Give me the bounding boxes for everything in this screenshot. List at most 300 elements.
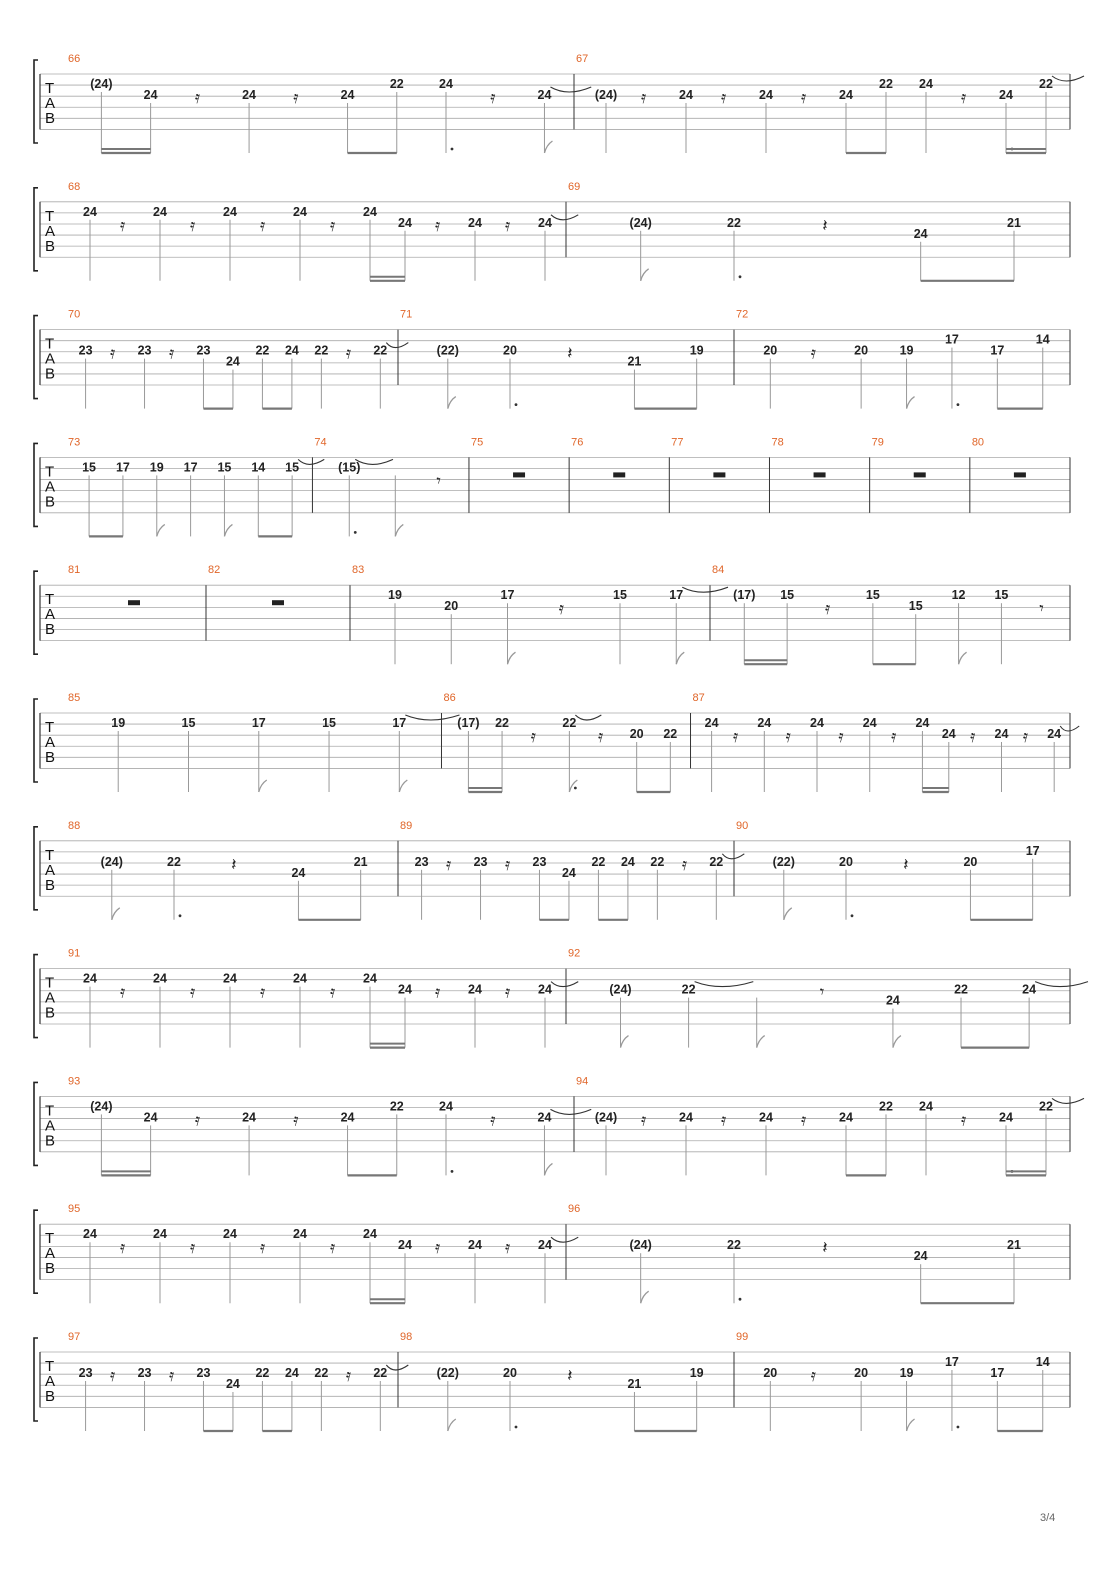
tie-arc	[1035, 982, 1088, 987]
whole-rest	[1014, 472, 1026, 477]
tab-clef-letter: T	[45, 80, 55, 97]
measure-number: 82	[208, 564, 221, 577]
rest-symbol: 𝄿	[801, 88, 807, 108]
system-bracket	[34, 316, 38, 399]
fret-number: 22	[389, 1099, 404, 1114]
fret-number: (24)	[594, 88, 618, 102]
fret-number: 24	[759, 88, 773, 102]
rest-symbol: 𝄿	[641, 1110, 647, 1131]
measure-number: 81	[68, 564, 81, 577]
fret-number: 23	[137, 343, 152, 358]
fret-number: 17	[944, 332, 959, 347]
note-flag	[569, 780, 577, 792]
fret-number: 15	[780, 588, 795, 603]
rest-symbol: 𝄾	[819, 982, 825, 1003]
tab-clef-letter: B	[45, 493, 56, 511]
note-flag	[641, 269, 649, 281]
measure	[398, 309, 704, 409]
fret-number: 24	[223, 1227, 237, 1242]
fret-number: 22	[314, 343, 329, 358]
measure-number: 89	[400, 819, 413, 832]
fret-number: 24	[839, 88, 853, 102]
fret-number: 24	[439, 1099, 453, 1114]
fret-number: 20	[629, 727, 644, 741]
fret-number: 24	[759, 1110, 773, 1125]
measure-number: 73	[68, 436, 81, 449]
fret-number: 24	[913, 1249, 928, 1264]
fret-number: 17	[990, 1366, 1005, 1380]
dot	[451, 148, 454, 151]
measure	[68, 564, 140, 605]
rest-symbol: 𝄿	[721, 88, 727, 108]
tab-system	[34, 564, 1070, 664]
rest-symbol: 𝄽	[231, 854, 237, 875]
rest-symbol: 𝄿	[260, 982, 266, 1003]
fret-number: 19	[689, 343, 704, 358]
measure	[398, 1331, 704, 1431]
fret-number: 24	[340, 1110, 355, 1125]
fret-number: 24	[225, 354, 240, 369]
fret-number: 22	[879, 1099, 893, 1114]
fret-number: 24	[839, 1110, 853, 1125]
measure-number: 70	[68, 308, 81, 321]
fret-number: 23	[196, 1366, 211, 1380]
dot	[851, 914, 854, 917]
note-flag	[508, 652, 516, 664]
fret-number: 24	[468, 982, 482, 997]
note-flag	[907, 1419, 915, 1431]
measure-number: 67	[576, 53, 589, 65]
fret-number: 22	[373, 343, 388, 358]
fret-number: 24	[225, 1377, 240, 1391]
rest-symbol: 𝄿	[598, 727, 604, 747]
tab-clef-letter: B	[45, 621, 56, 639]
rest-symbol: 𝄿	[785, 727, 791, 747]
fret-number: 21	[1007, 215, 1021, 230]
fret-number: 24	[1022, 982, 1037, 997]
fret-number: 24	[1047, 727, 1062, 741]
fret-number: 24	[757, 716, 772, 730]
tab-clef-letter: T	[45, 1102, 55, 1120]
measure	[566, 948, 1088, 1048]
rest-symbol: 𝄿	[505, 982, 511, 1003]
measure	[734, 1331, 1050, 1431]
fret-number: 24	[941, 727, 956, 741]
system-bracket	[34, 1210, 38, 1293]
rest-symbol: 𝄾	[436, 471, 441, 492]
rest-symbol: 𝄽	[822, 1238, 828, 1259]
measure	[441, 692, 677, 792]
tab-clef-letter: B	[45, 1388, 56, 1405]
fret-number: 23	[414, 854, 429, 869]
fret-number: 19	[388, 588, 402, 603]
rest-symbol: 𝄿	[169, 1366, 175, 1386]
measure	[68, 692, 459, 792]
tie-arc	[551, 215, 578, 220]
measure	[710, 564, 1044, 664]
tab-clef-letter: A	[45, 861, 56, 879]
measure-number: 88	[68, 819, 81, 832]
tab-clef-letter: B	[45, 365, 56, 383]
tab-system	[34, 1331, 1070, 1431]
fret-number: 24	[153, 971, 167, 986]
tie-arc	[550, 1109, 591, 1114]
tab-clef-letter: B	[45, 1004, 56, 1022]
fret-number: (24)	[629, 215, 652, 230]
fret-number: 20	[763, 343, 778, 358]
fret-number: 12	[951, 588, 966, 603]
fret-number: 14	[251, 460, 266, 475]
fret-number: 17	[183, 460, 198, 475]
tie-arc	[550, 87, 591, 92]
rest-symbol: 𝄿	[345, 1366, 352, 1386]
rest-symbol: 𝄿	[891, 727, 897, 747]
tab-system	[34, 436, 1070, 536]
tab-clef-letter: T	[45, 719, 55, 736]
fret-number: 19	[689, 1366, 704, 1380]
fret-number: 24	[468, 1238, 482, 1253]
fret-number: 24	[468, 215, 482, 230]
system-bracket	[34, 1082, 38, 1165]
fret-number: 23	[532, 854, 547, 869]
tie-arc	[405, 715, 459, 720]
note-flag	[544, 141, 552, 153]
fret-number: 22	[314, 1366, 329, 1380]
fret-number: 23	[196, 343, 211, 358]
tab-clef-letter: A	[45, 734, 56, 751]
fret-number: 24	[999, 88, 1013, 102]
measure-number: 95	[68, 1203, 81, 1216]
rest-symbol: 𝄿	[194, 88, 201, 108]
tab-system	[34, 53, 1084, 153]
fret-number: (24)	[90, 77, 113, 91]
tab-clef-letter: A	[45, 989, 56, 1007]
rest-symbol: 𝄿	[801, 1110, 807, 1131]
tab-clef-letter: T	[45, 207, 55, 225]
measure	[574, 53, 1084, 153]
measure	[68, 1331, 408, 1431]
rest-symbol: 𝄽	[903, 854, 909, 875]
tie-arc	[386, 343, 408, 348]
rest-symbol: 𝄿	[120, 215, 126, 236]
fret-number: 24	[153, 1227, 167, 1242]
fret-number: 19	[899, 1366, 914, 1380]
tab-clef-letter: B	[45, 110, 56, 127]
note-flag	[641, 1291, 649, 1303]
measure-number: 93	[68, 1075, 81, 1088]
fret-number: 22	[709, 854, 724, 869]
whole-rest	[513, 472, 525, 477]
system-bracket	[34, 827, 38, 910]
rest-symbol: 𝄿	[1022, 727, 1029, 747]
system-bracket	[34, 188, 38, 271]
fret-number: 17	[500, 588, 515, 603]
fret-number: 15	[217, 460, 232, 475]
whole-rest	[713, 472, 725, 477]
whole-rest	[128, 600, 140, 605]
measure-number: 66	[68, 53, 81, 65]
fret-number: 24	[538, 982, 552, 997]
fret-number: 24	[340, 88, 355, 102]
tab-clef-letter: A	[45, 1373, 56, 1390]
rest-symbol: 𝄿	[838, 727, 844, 747]
measure-number: 86	[443, 692, 456, 704]
dot	[354, 531, 357, 534]
tab-clef-letter: T	[45, 463, 55, 481]
fret-number: 17	[392, 716, 407, 730]
fret-number: (22)	[436, 343, 459, 358]
rest-symbol: 𝄽	[567, 1366, 573, 1386]
fret-number: 24	[538, 215, 552, 230]
rest-symbol: 𝄿	[732, 727, 739, 747]
tab-system	[34, 309, 1070, 409]
measure-number: 94	[576, 1075, 589, 1088]
tab-clef-letter: T	[45, 335, 55, 353]
tie-arc	[722, 854, 744, 859]
measure	[566, 1203, 1021, 1303]
rest-symbol: 𝄿	[435, 1238, 441, 1259]
measure-number: 80	[971, 436, 985, 449]
fret-number: 23	[78, 343, 93, 358]
tie-arc	[1052, 1098, 1084, 1103]
measure-number: 84	[712, 564, 725, 577]
rest-symbol: 𝄿	[345, 343, 352, 364]
tab-clef-letter: T	[45, 1358, 55, 1375]
fret-number: 15	[285, 460, 300, 475]
dot	[957, 403, 960, 406]
fret-number: 23	[137, 1366, 152, 1380]
measure	[398, 820, 744, 920]
fret-number: 22	[167, 854, 181, 869]
rest-symbol: 𝄿	[120, 982, 126, 1003]
dot	[451, 1170, 454, 1173]
measure-number: 90	[736, 819, 749, 832]
tab-clef-letter: A	[45, 222, 56, 240]
fret-number: 24	[439, 77, 453, 91]
fret-number: 21	[1007, 1238, 1021, 1253]
fret-number: 24	[913, 226, 928, 241]
rest-symbol: 𝄿	[190, 215, 196, 236]
rest-symbol: 𝄿	[190, 1238, 196, 1259]
measure-number: 92	[568, 947, 581, 960]
fret-number: 15	[322, 716, 336, 730]
note-flag	[259, 780, 267, 792]
measure	[68, 436, 327, 536]
measure	[350, 564, 728, 664]
rest-symbol: 𝄿	[330, 215, 336, 236]
rest-symbol: 𝄿	[330, 1238, 336, 1259]
fret-number: 24	[242, 88, 257, 102]
rest-symbol: 𝄿	[190, 982, 196, 1003]
measure	[68, 309, 408, 409]
fret-number: 17	[251, 716, 266, 730]
tab-clef-letter: A	[45, 606, 56, 624]
rest-symbol: 𝄿	[446, 854, 452, 875]
fret-number: 17	[669, 588, 684, 603]
fret-number: (22)	[772, 854, 795, 869]
rest-symbol: 𝄿	[435, 215, 441, 236]
tab-clef-letter: A	[45, 95, 56, 112]
rest-symbol: 𝄿	[120, 1238, 126, 1259]
tie-arc	[1052, 76, 1084, 81]
fret-number: 24	[620, 854, 635, 869]
tab-clef-letter: A	[45, 350, 56, 368]
tab-clef-letter: T	[45, 591, 55, 609]
note-flag	[112, 908, 120, 920]
note-flag	[893, 1036, 901, 1048]
fret-number: 22	[663, 727, 678, 741]
measure-number: 69	[568, 180, 581, 193]
measure	[68, 180, 581, 281]
tab-system	[34, 1075, 1084, 1175]
rest-symbol: 𝄿	[110, 1366, 116, 1386]
measure-number: 99	[736, 1331, 749, 1343]
fret-number: 24	[83, 1227, 97, 1242]
fret-number: 24	[143, 88, 158, 102]
measure-number: 79	[871, 436, 884, 449]
measure	[691, 692, 1080, 792]
fret-number: 24	[223, 204, 237, 219]
measure-number: 91	[68, 947, 81, 960]
rest-symbol: 𝄽	[567, 343, 573, 364]
rest-symbol: 𝄿	[490, 88, 496, 108]
fret-number: 22	[681, 982, 696, 997]
note-flag	[448, 1419, 456, 1431]
measure	[68, 947, 581, 1048]
fret-number: 24	[284, 1366, 299, 1380]
system-bracket	[34, 571, 38, 654]
tab-clef-letter: B	[45, 1132, 56, 1150]
measure	[574, 1075, 1084, 1175]
note-flag	[395, 524, 403, 536]
fret-number: 20	[444, 599, 459, 614]
fret-number: 20	[963, 854, 978, 869]
fret-number: 24	[538, 1238, 552, 1253]
fret-number: 24	[919, 77, 933, 91]
fret-number: 22	[495, 716, 510, 730]
fret-number: 24	[885, 993, 900, 1008]
measure	[312, 436, 440, 536]
tab-clef-letter: A	[45, 1117, 56, 1135]
fret-number: 20	[839, 854, 853, 869]
fret-number: 24	[398, 215, 412, 230]
fret-number: 22	[255, 1366, 270, 1380]
rest-symbol: 𝄿	[810, 343, 816, 364]
fret-number: (17)	[733, 588, 756, 603]
rest-symbol: 𝄿	[810, 1366, 816, 1386]
fret-number: 20	[503, 1366, 517, 1380]
fret-number: 24	[363, 1227, 377, 1242]
measure-number: 75	[470, 436, 484, 449]
fret-number: 22	[1039, 1099, 1053, 1114]
note-flag	[157, 524, 165, 536]
fret-number: 17	[990, 343, 1005, 358]
fret-number: 15	[908, 599, 923, 614]
rest-symbol: 𝄾	[1039, 599, 1044, 620]
fret-number: 24	[679, 88, 693, 102]
rest-symbol: 𝄿	[825, 599, 831, 620]
fret-number: 17	[944, 1355, 959, 1369]
fret-number: 24	[537, 1110, 552, 1125]
rest-symbol: 𝄿	[293, 88, 299, 108]
measure	[566, 181, 1021, 281]
tab-clef-letter: B	[45, 749, 56, 766]
fret-number: 15	[181, 716, 196, 730]
tab-clef-letter: B	[45, 237, 56, 255]
fret-number: 15	[82, 460, 97, 475]
rest-symbol: 𝄿	[558, 599, 564, 620]
rest-symbol: 𝄿	[970, 727, 976, 747]
page-number: 3/4	[1040, 1512, 1056, 1524]
measure	[734, 309, 1050, 409]
note-flag	[959, 652, 967, 664]
fret-number: 24	[999, 1110, 1013, 1125]
measure	[734, 820, 1040, 920]
fret-number: 24	[994, 727, 1009, 741]
fret-number: 17	[1025, 843, 1040, 858]
measure	[68, 53, 591, 153]
rest-symbol: 𝄿	[721, 1110, 727, 1131]
fret-number: 19	[899, 343, 914, 358]
fret-number: 24	[679, 1110, 693, 1125]
fret-number: (24)	[609, 982, 632, 997]
fret-number: 24	[223, 971, 237, 986]
fret-number: 24	[293, 204, 307, 219]
fret-number: 19	[111, 716, 126, 730]
fret-number: 22	[954, 982, 968, 997]
fret-number: 24	[862, 716, 877, 730]
fret-number: 15	[613, 588, 627, 603]
fret-number: (24)	[90, 1099, 113, 1114]
measure	[68, 1203, 581, 1303]
note-flag	[620, 1036, 628, 1048]
fret-number: 14	[1035, 1355, 1050, 1369]
rest-symbol: 𝄿	[530, 727, 536, 747]
rest-symbol: 𝄿	[293, 1110, 299, 1131]
fret-number: 24	[561, 865, 576, 880]
measure-number: 78	[771, 436, 784, 449]
fret-number: 24	[291, 865, 306, 880]
tie-arc	[551, 1237, 578, 1242]
whole-rest	[613, 472, 625, 477]
system-bracket	[34, 60, 38, 143]
tie-arc	[386, 1365, 408, 1370]
fret-number: 22	[727, 1238, 741, 1253]
measure-number: 96	[568, 1203, 581, 1216]
measure-number: 85	[68, 692, 81, 704]
note-flag	[448, 397, 456, 409]
dot	[515, 403, 518, 406]
fret-number: 24	[398, 1238, 412, 1253]
fret-number: 24	[398, 982, 412, 997]
measure-number: 87	[692, 692, 705, 704]
dot	[739, 1298, 742, 1301]
system-bracket	[34, 443, 38, 526]
fret-number: 14	[1035, 332, 1050, 347]
tab-system	[34, 692, 1079, 792]
tab-clef-letter: B	[45, 1260, 56, 1278]
fret-number: (22)	[436, 1366, 459, 1380]
rest-symbol: 𝄿	[169, 343, 175, 364]
fret-number: (24)	[629, 1238, 652, 1253]
fret-number: 20	[503, 343, 517, 358]
rest-symbol: 𝄿	[330, 982, 336, 1003]
measure-number: 68	[68, 180, 81, 193]
dot	[515, 1426, 518, 1429]
fret-number: 22	[1039, 77, 1053, 91]
fret-number: 22	[255, 343, 270, 358]
fret-number: 24	[915, 716, 930, 730]
